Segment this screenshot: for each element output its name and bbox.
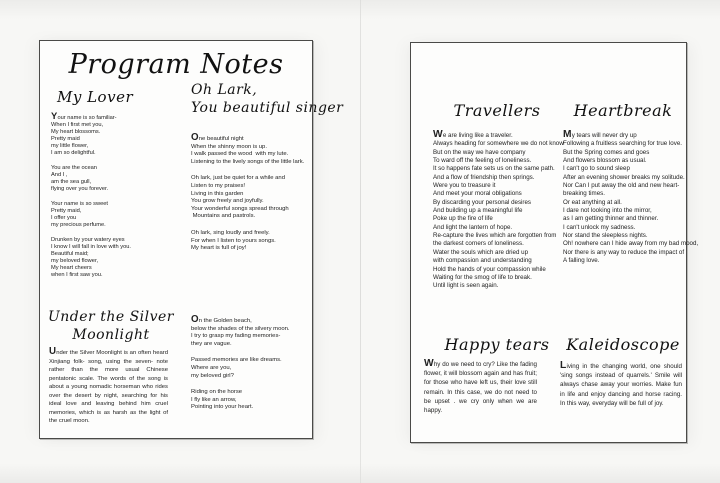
- poem-line: when I first saw you.: [51, 272, 103, 278]
- heading-line: Under the Silver: [47, 309, 174, 325]
- poem-line: But the Spring comes and goes: [563, 148, 650, 156]
- poem-stanza: [51, 201, 181, 229]
- paragraph-happy-tears: Why do we need to cry? Like the fading flower, it will blossom again and has fruit; for those who have left us, their love still remain. In this case, we do not need to be upset . we cry only when we are happy.: [424, 358, 537, 415]
- poem-line: Until light is seen again.: [433, 282, 499, 290]
- poem-line: as I am getting thinner and thinner.: [563, 215, 659, 223]
- poem-line: On the Golden beach,: [191, 314, 252, 325]
- poem-line: I know I will fall in love with you.: [51, 244, 131, 250]
- poem-line: Listen to my praises!: [191, 182, 246, 189]
- lead-capital: O: [191, 132, 199, 143]
- lead-capital: M: [563, 129, 572, 140]
- poem-line: my precious perfume.: [51, 222, 106, 228]
- section-heading-kaleidoscope: Kaleidoscope: [566, 335, 680, 354]
- poem-line: Following a fruitless searching for true love.: [563, 140, 682, 148]
- poem-stanza: [191, 175, 313, 221]
- poem-line: After an evening shower breaks my solitude.: [563, 173, 685, 181]
- poem-line: Or eat anything at all.: [563, 198, 622, 206]
- poem-line: Nor stand the sleepless nights.: [563, 232, 648, 240]
- poem-line: When the shinny moon is up.: [191, 143, 267, 150]
- poem-line: Hold the hands of your compassion while: [433, 265, 546, 273]
- poem-travellers: [433, 129, 567, 291]
- poem-line: below the shades of the silvery moon.: [191, 325, 290, 332]
- section-heading-happy-tears: Happy tears: [444, 335, 550, 354]
- poem-line: Your name is so familiar-: [51, 110, 117, 121]
- left-page: [39, 40, 344, 439]
- lead-capital: Y: [51, 110, 58, 121]
- poem-line: Pointing into your heart.: [191, 404, 254, 411]
- poem-line: I try to grasp my fading memories-: [191, 333, 281, 340]
- poem-line: flying over you forever.: [51, 186, 109, 192]
- poem-line: Your name is so sweet: [51, 201, 109, 207]
- lead-capital: U: [49, 346, 57, 357]
- poem-line: my beloved girl?: [191, 372, 234, 379]
- poem-line: And a flow of friendship then springs.: [433, 173, 535, 181]
- section-heading-my-lover: My Lover: [57, 88, 134, 106]
- page-title: Program Notes: [68, 49, 284, 80]
- lead-capital: L: [560, 360, 567, 371]
- poem-stanza: [51, 110, 181, 157]
- poem-line: To ward off the feeling of loneliness.: [433, 157, 532, 165]
- poem-line: Nor there is any way to reduce the impact of: [563, 248, 685, 256]
- poem-line: Drunken by your watery eyes: [51, 237, 125, 243]
- poem-line: Water the souls which are dried up: [433, 248, 529, 256]
- poem-line: Waiting for the smog of life to break.: [433, 273, 532, 281]
- poem-line: My heart is full of joy!: [191, 245, 247, 252]
- poem-on-the-golden-beach: [191, 314, 313, 421]
- poem-line: am the sea gull,: [51, 179, 92, 185]
- poem-line: Passed memories are like dreams.: [191, 357, 282, 364]
- poem-line: my little flower,: [51, 143, 89, 149]
- poem-line: I dare not looking into the mirror,: [563, 207, 652, 215]
- poem-line: Nor Can I put away the old and new heart-: [563, 182, 680, 190]
- lead-capital: W: [433, 129, 443, 140]
- poem-line: Pretty maid,: [51, 208, 82, 214]
- poem-line: My heart blossoms.: [51, 129, 101, 135]
- poem-line: And meet your moral obligations: [433, 190, 522, 198]
- poem-line: I fly like an arrow,: [191, 396, 237, 403]
- poem-line: Oh lark, sing loudly and freely.: [191, 229, 270, 236]
- poem-my-lover: [51, 110, 181, 287]
- poem-line: When I first met you,: [51, 122, 104, 128]
- poem-line: And flowers blossom as usual.: [563, 157, 647, 165]
- poem-line: I can't go to sound sleep: [563, 165, 630, 173]
- poem-line: they are vague.: [191, 340, 232, 347]
- poem-line: Mountains and pastrols.: [191, 213, 256, 220]
- poem-line: my beloved flower,: [51, 258, 99, 264]
- poem-line: the darkest corners of loneliness.: [433, 240, 524, 248]
- poem-line: My tears will never dry up: [563, 129, 637, 140]
- poem-line: Poke up the fire of life: [433, 215, 493, 223]
- poem-line: One beautiful night: [191, 132, 244, 143]
- poem-line: And light the lantern of hope.: [433, 223, 513, 231]
- poem-line: Always heading for somewhere we do not know: [433, 140, 564, 148]
- poem-oh-lark: [191, 132, 313, 262]
- poem-stanza: [191, 314, 313, 348]
- poem-line: You are the ocean: [51, 165, 97, 171]
- section-heading-oh-lark: [191, 81, 343, 117]
- poem-line: Pretty maid: [51, 136, 80, 142]
- lead-capital: W: [424, 358, 434, 369]
- poem-line: Beautiful maid;: [51, 251, 89, 257]
- poem-stanza: [191, 357, 313, 380]
- poem-line: I walk passed the wood with my lute.: [191, 151, 289, 158]
- section-heading-heartbreak: Heartbreak: [573, 101, 673, 120]
- poem-line: Riding on the horse: [191, 389, 243, 396]
- heading-line: You beautiful singer: [191, 100, 344, 116]
- poem-stanza: [191, 389, 313, 412]
- poem-line: Re-capture the lives which are forgotten from: [433, 232, 557, 240]
- poem-line: We are living like a traveler.: [433, 129, 513, 140]
- poem-line: Where are you,: [191, 364, 232, 371]
- poem-heartbreak: [563, 129, 699, 266]
- poem-line: And I ,: [51, 172, 68, 178]
- section-heading-travellers: Travellers: [453, 101, 541, 120]
- poem-line: with compassion and understanding: [433, 257, 532, 265]
- poem-stanza: [51, 165, 181, 193]
- poem-line: I can't unlock my sadness.: [563, 223, 636, 231]
- poem-line: It so happens fate sets us on the same path.: [433, 165, 555, 173]
- poem-line: And building up a meaningful life: [433, 207, 523, 215]
- paragraph-kaleidoscope: Living in the changing world, one should 'sing songs instead of quarrels.' Smile will always chase away your worries. Make fun in life and enjoy dancing and horse racing. In this way, everyday will be full of joy.: [560, 360, 682, 407]
- poem-line: For when I listen to yours songs.: [191, 237, 276, 244]
- poem-line: Your wonderful songs spread through: [191, 205, 289, 212]
- poem-stanza: [191, 132, 313, 166]
- lead-capital: O: [191, 314, 199, 325]
- poem-stanza: [51, 237, 181, 279]
- poem-line: Living in this garden: [191, 190, 244, 197]
- poem-line: A falling love.: [563, 257, 600, 265]
- poem-line: My heart cheers: [51, 265, 92, 271]
- poem-stanza: [191, 230, 313, 253]
- section-heading-under-the-silver-moonlight: [46, 308, 176, 344]
- right-page: [410, 42, 699, 443]
- poem-line: I offer you: [51, 215, 77, 221]
- page-fold-line: [360, 0, 361, 483]
- poem-line: Oh lark, just be quiet for a while and: [191, 175, 285, 182]
- heading-line: Oh Lark,: [191, 82, 258, 98]
- poem-line: You grow freely and joyfully.: [191, 198, 264, 205]
- poem-line: breaking times.: [563, 190, 605, 198]
- poem-line: Were you to treasure it: [433, 182, 496, 190]
- poem-line: Listening to the lively songs of the little lark.: [191, 158, 305, 165]
- paragraph-under-the-silver-moonlight: Under the Silver Moonlight is an often heard Xinjiang folk- song, using the seven- note rather than the more usual Chinese pentatonic scale. The words of the song is about a young nomadic horseman who rides over the desert by night, searching for his ideal love and leaving behind him cruel memories, which is as harsh as the light of the cruel moon.: [49, 346, 168, 425]
- poem-line: By discarding your personal desires: [433, 198, 532, 206]
- poem-line: I am so delightful.: [51, 150, 96, 156]
- poem-line: But on the way we have company: [433, 148, 526, 156]
- poem-line: Oh! nowhere can I hide away from my bad mood,: [563, 240, 699, 248]
- heading-line: Moonlight: [72, 327, 150, 343]
